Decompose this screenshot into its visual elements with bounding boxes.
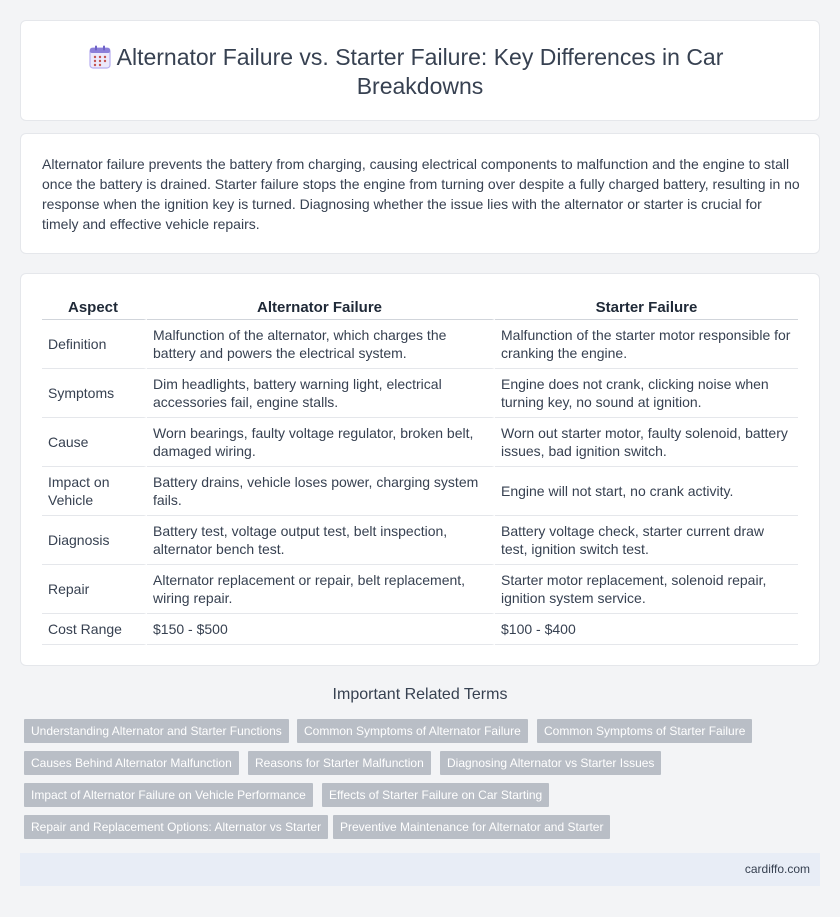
row-aspect: Definition xyxy=(42,320,147,369)
row-starter: $100 - $400 xyxy=(495,614,798,645)
row-aspect: Diagnosis xyxy=(42,516,147,565)
row-alternator: Dim headlights, battery warning light, electrical accessories fail, engine stalls. xyxy=(147,369,495,418)
row-starter: Starter motor replacement, solenoid repair, ignition system service. xyxy=(495,565,798,614)
row-aspect: Repair xyxy=(42,565,147,614)
related-tag[interactable]: Impact of Alternator Failure on Vehicle Performance xyxy=(24,783,313,807)
related-tag[interactable]: Preventive Maintenance for Alternator and Starter xyxy=(333,815,610,839)
row-starter: Malfunction of the starter motor responsible for cranking the engine. xyxy=(495,320,798,369)
table-header-row xyxy=(42,294,798,320)
page-title: Alternator Failure vs. Starter Failure: Key Differences in Car Breakdowns xyxy=(116,44,724,99)
related-tag[interactable]: Repair and Replacement Options: Alternator vs Starter xyxy=(24,815,328,839)
related-tag[interactable]: Effects of Starter Failure on Car Starting xyxy=(322,783,549,807)
row-alternator: $150 - $500 xyxy=(147,614,495,645)
related-tag[interactable]: Reasons for Starter Malfunction xyxy=(248,751,431,775)
row-aspect: Symptoms xyxy=(42,369,147,418)
intro-card xyxy=(20,133,820,254)
table-row xyxy=(42,614,798,645)
row-alternator: Battery drains, vehicle loses power, charging system fails. xyxy=(147,467,495,516)
row-starter: Worn out starter motor, faulty solenoid, battery issues, bad ignition switch. xyxy=(495,418,798,467)
row-aspect: Cause xyxy=(42,418,147,467)
row-alternator: Malfunction of the alternator, which charges the battery and powers the electrical system. xyxy=(147,320,495,369)
row-aspect: Impact on Vehicle xyxy=(42,467,147,516)
row-starter: Battery voltage check, starter current draw test, ignition switch test. xyxy=(495,516,798,565)
table-row xyxy=(42,565,798,614)
row-starter: Engine will not start, no crank activity. xyxy=(495,467,798,516)
header-card xyxy=(20,20,820,121)
comparison-card xyxy=(20,273,820,666)
table-row xyxy=(42,418,798,467)
related-terms-title: Important Related Terms xyxy=(332,686,508,703)
footer-site[interactable]: cardiffo.com xyxy=(744,862,810,876)
table-row xyxy=(42,369,798,418)
related-tag[interactable]: Common Symptoms of Alternator Failure xyxy=(297,719,528,743)
header-starter: Starter Failure xyxy=(495,294,798,320)
table-row xyxy=(42,467,798,516)
row-alternator: Alternator replacement or repair, belt replacement, wiring repair. xyxy=(147,565,495,614)
row-starter: Engine does not crank, clicking noise when turning key, no sound at ignition. xyxy=(495,369,798,418)
row-aspect: Cost Range xyxy=(42,614,147,645)
row-alternator: Worn bearings, faulty voltage regulator, broken belt, damaged wiring. xyxy=(147,418,495,467)
footer xyxy=(20,853,820,886)
row-alternator: Battery test, voltage output test, belt inspection, alternator bench test. xyxy=(147,516,495,565)
intro-paragraph: Alternator failure prevents the battery from charging, causing electrical components to malfunction and the engine to stall once the battery is drained. Starter failure stops the engine from turning over despite a fully charged battery, resulting in no response when the ignition key is turned. Diagnosing whether the issue lies with the alternator or starter is crucial for timely and effective vehicle repairs. xyxy=(42,156,800,232)
related-tag[interactable]: Common Symptoms of Starter Failure xyxy=(537,719,752,743)
related-tag[interactable]: Diagnosing Alternator vs Starter Issues xyxy=(440,751,661,775)
header-aspect: Aspect xyxy=(42,294,147,320)
related-tag[interactable]: Understanding Alternator and Starter Functions xyxy=(24,719,289,743)
comparison-table xyxy=(42,294,798,645)
table-row xyxy=(42,516,798,565)
header-alternator: Alternator Failure xyxy=(147,294,495,320)
related-tag[interactable]: Causes Behind Alternator Malfunction xyxy=(24,751,239,775)
table-row xyxy=(42,320,798,369)
